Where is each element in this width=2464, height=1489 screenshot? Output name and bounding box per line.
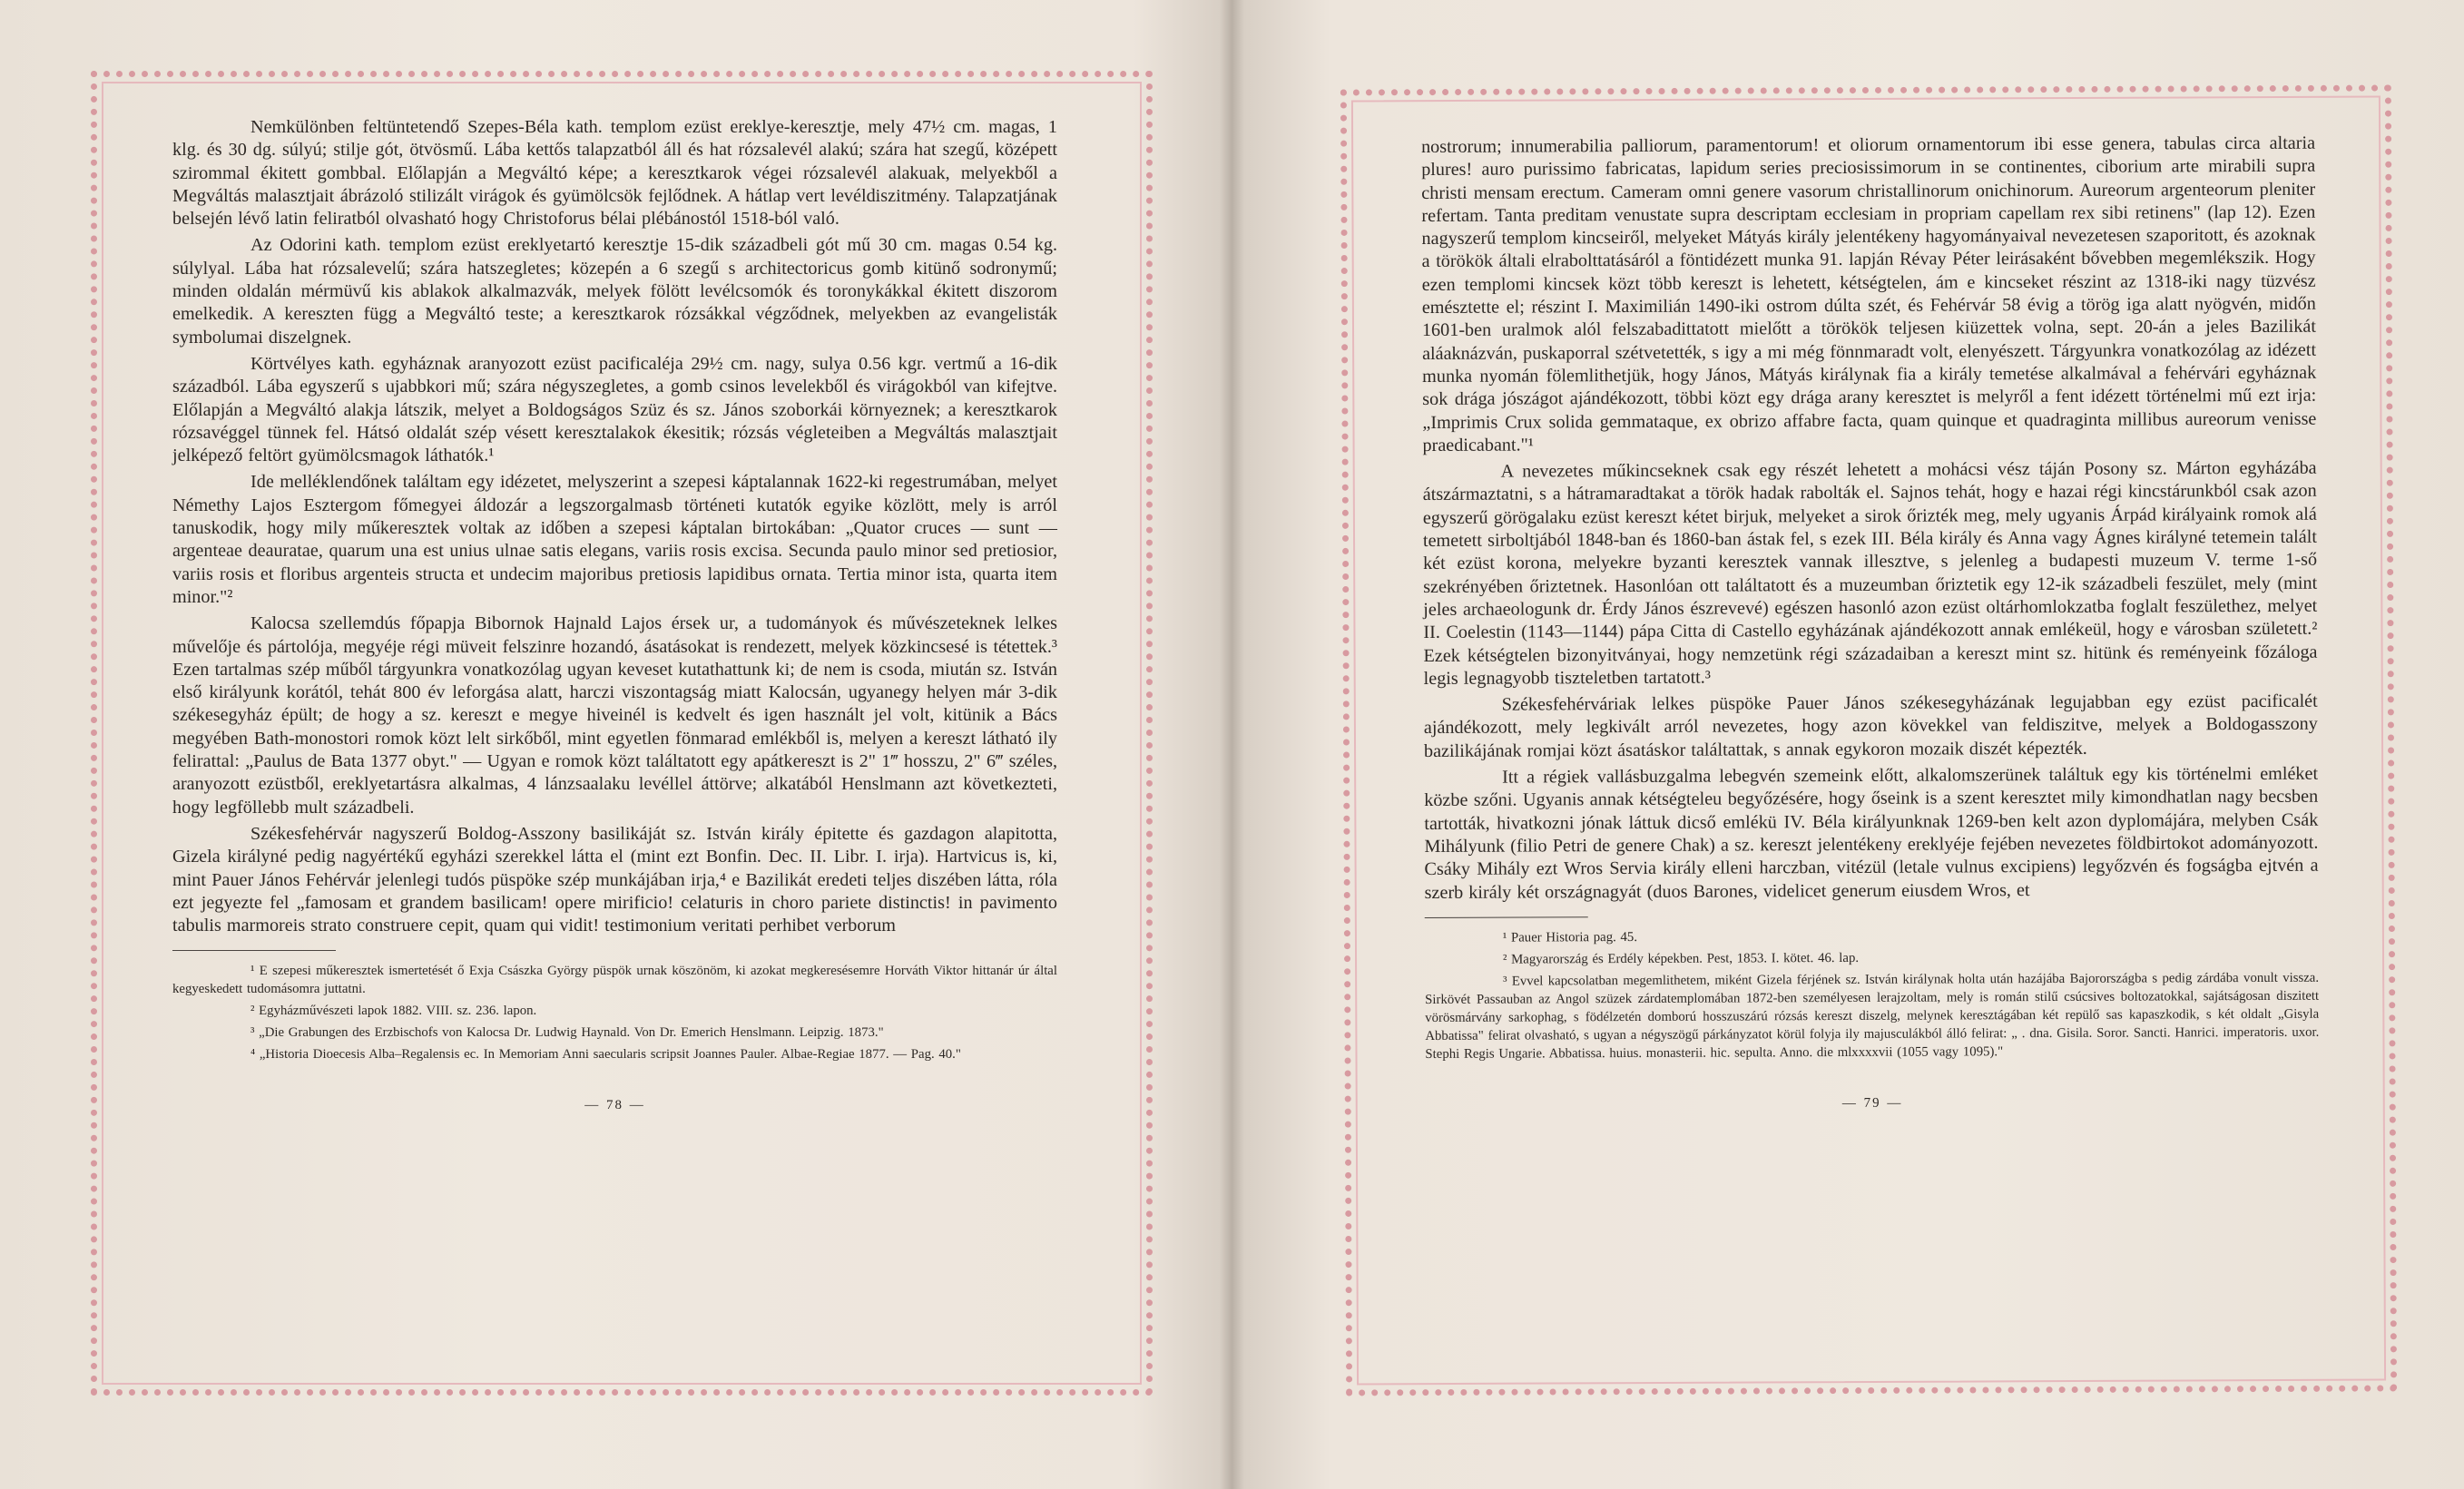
footnote: ¹ E szepesi műkeresztek ismertetését ő Exja Császka György püspök urnak köszönöm, ki azokat megkeresésemre Horváth Viktor hittanár úr által kegyeskedett tudomásomra juttatni. (172, 964, 1057, 997)
footnote-rule (1425, 916, 1588, 918)
paragraph: Itt a régiek vallásbuzgalma lebegvén szemeink előtt, alkalomszerünek találtuk egy kis történelmi emléket közbe szőni. Ugyanis annak kétségteleu begyőzésére, hogy őseink is a szent keresztet mily kimondhatlan nagy becsben tartották, hivatkozni jónak láttuk dicső emlékü IV. Béla királyunknak 1269-ben kelt azon dyplomájára, melyben Csák Mihályunk (filio Petri de genere Chak) a sz. kereszt jelentékeny ereklyéje fejében nevezetes földbirtokot adományozott. Csáky Mihály ezt Wros Servia király elleni harczban, vitézül (letale vulnus excipiens) legyőzvén és fogságba ejtvén a szerb király két országnagyát (duos Barones, videlicet generum eiusdem Wros, et (1424, 763, 2319, 903)
footnote: ³ „Die Grabungen des Erzbischofs von Kalocsa Dr. Ludwig Haynald. Von Dr. Emerich Henslmann. Leipzig. 1873." (250, 1025, 884, 1041)
footnote: ³ Evvel kapcsolatban megemlithetem, miként Gizela férjének sz. István királynak holta után hazájába Bajorországba s pedig zárdába vonult vissza. Sirkövét Passauban az Angol szüzek zárdatemplomában 1872-ben személyesen lerajzoltam, mely is román stilű csúcsives boltozatokkal, sajátságosan diszitett vörösmárvány sarkophag, s födélzetén domború hosszuszárú rózsás kereszt diszelg, melynek keresztágában két repülő sas kapaszkodik, s két oldalt „Gisyla Abbatissa" felirat olvasható, s ugyan a négyszögű párkányzatot körül folyja ily majusculákból álló felirat: „ . dna. Gisila. Soror. Sancti. Hanrici. imperatoris. uxor. Stephi Regis Ungarie. Abbatissa. huius. monasterii. hic. sepulta. Anno. die mlxxxxvii (1055 vagy 1095)." (1425, 970, 2320, 1062)
paragraph: nostrorum; innumerabilia palliorum, paramentorum! et oliorum ornamentorum ibi esse genera, tabulas circa altaria plures! auro purissimo fabricatas, lapidum series preciosissimorum in se continentes, ciborium arte mirabili supra christi mensam erectum. Cameram omni genere vasorum christallinorum onichinorum. Aureorum argenteorum pleniter refertam. Tanta preditam venustate supra descriptam ecclesiam in propriam capellam rex sibi retinens" (lap 12). Ezen nagyszerű templom kincseiről, melyeket Mátyás király jelentékeny hagyományaival nevezetesen szaporitott, és azoknak a törökök általi elrabolttatásáról a föntidézett munka 91. lapján Révay Péter leirásaként bővebben megemlékszik. Hogy ezen templomi kincsek közt több kereszt is lehetett, kétségtelen, ám e kincseket részint az 1318-iki nagy tüzvész emésztette el; részint I. Maximilián 1490-iki ostrom dúlta szét, és Fehérvár 58 évig a törög iga alatt nyögvén, midőn 1601-ben uralmok alól felszabadittatott mielőtt a törökök teljesen kiüzettek volna, sept. 20-án a jeles Bazilikát aláaknázván, puskaporral szétvetették, s igy a mi még fönnmaradt volt, elenyészett. Tárgyunkra vonatkozólag az idézett munka nyomán fölemlithetjük, hogy János, Mátyás királynak fia a király temetése alkalmával a fehérvári egyháznak sok drága jószágot ajándékozott, többi közt egy drága arany keresztet is melyről a fent idézett történelmi mű ezt irja: „Imprimis Crux solida gemmataque, ex obrizo affabre facta, quam quinque et quadraginta millibus aureorum venisse praedicabant."¹ (1421, 132, 2317, 456)
paragraph: Székesfehérvár nagyszerű Boldog-Asszony basilikáját sz. István király épitette és gazdagon alapitotta, Gizela királyné pedig nagyértékű egyházi szerekkel látta el (mint ezt Bonfin. Dec. II. Libr. I. irja). Hartvicus is, ki, mint Pauer János Fehérvár jelenlegi tudós püspöke szép munkájában irja,⁴ e Bazilikát eredeti teljes diszében látta, róla ezt jegyezte fel „famosam et grandem basilicam! opere mirificio! celaturis in choro pariete distinctis! in pavimento tabulis marmoreis strato construere cepit, quam qui vidit! testimonium veritati perhibet verborum (172, 823, 1057, 936)
paragraph: Székesfehérváriak lelkes püspöke Pauer János székesegyházának legujabban egy ezüst pacificalét ajándékozott, mely legkivált arról nevezetes, hogy azon kövekkel van feldiszitve, melyek a Boldogasszony bazilikájának romjai közt ásatáskor találtattak, s annak egykoron mozaik diszét képezték. (1423, 691, 2318, 761)
paragraph: Az Odorini kath. templom ezüst ereklyetartó keresztje 15-dik századbeli gót mű 30 cm. magas 0.54 kg. súlylyal. Lába hat rózsalevelű; szára hatszegletes; közepén a 6 szegű s architectoricus gomb kitünő sodronymű; minden oldalán mérmüvű kis ablakok alkalmazvák, melyek fölött levélcsomók és toronykákkal ékitett diszorom emelkedik. A kereszten függ a Megváltó teste; a keresztkarok rózsákkal végződnek, melyekben az evangelisták symbolumai diszelgnek. (172, 235, 1057, 348)
page-number: — 79 — (1841, 1095, 1903, 1111)
paragraph: Körtvélyes kath. egyháznak aranyozott ezüst pacificaléja 29½ cm. nagy, sulya 0.56 kgr. vertmű a 16-dik századból. Lába egyszerű s ujabbkori mű; szára négyszegletes, a gomb csinos levelekből és virágokból van kifejtve. Előlapján a Megváltó alakja látszik, melyet a Boldogságos Szüz és sz. János szoborkái környeznek; a keresztkarok rózsavéggel tünnek fel. Hátsó oldalát szép vésett keresztalakok ékesitik; rózsás végleteiben a Megváltás malasztjait jelképező feltört gyümölcsmagok láthatók.¹ (172, 353, 1057, 466)
footnote: ¹ Pauer Historia pag. 45. (1502, 929, 1638, 945)
paragraph: Ide melléklendőnek találtam egy idézetet, melyszerint a szepesi káptalannak 1622-ki regestrumában, melyet Némethy Lajos Esztergom főmegyei áldozár a legszorgalmasb történeti kutatók egyike közlött, mely is arról tanuskodik, hogy mily műkeresztek voltak az időben a szepesi káptalan birtokában: „Quator cruces — sunt — argenteae deauratae, quarum una est unius ulnae satis elegans, variis rosis excisa. Secunda paulo minor sed pretiosior, variis rosis et floribus argenteis structa et undecim majoribus pretiosis lapidibus ornata. Tertia minor ista, quarta item minor."² (172, 472, 1057, 607)
page-number: — 78 — (584, 1098, 645, 1113)
right-page-text (1421, 132, 2320, 1117)
footnote: ² Magyarország és Erdély képekben. Pest, 1853. I. kötet. 46. lap. (1502, 950, 1860, 967)
paragraph: A nevezetes műkincseknek csak egy részét lehetett a mohácsi vész táján Posony sz. Márton egyházába átszármaztatni, s a hátramaradtakat a török hadak rabolták el. Sajnos tehát, hogy e hazai régi kincstárunkból csak azon egyszerű görögalaku ezüst kereszt kétet birjuk, melyeket a sirok őrizték meg, mely ugyanis Árpád királyaink romok alá temetett sirboltjából 1848-ban és 1860-ban ástak fel, s ezek III. Béla király és Anna vagy Ágnes királyné tetemein talált két ezüst korona, melyekre byzanti keresztek vannak illesztve, s jelenleg a budapesti muzeum V. terme 1-ső szekrényében őriztetnek. Hasonlóan ott találtatott és a muzeumban őriztetik egy 12-ik századbeli feszület, mely (mint jeles archaeologunk dr. Érdy János észrevevé) egészen hasonló azon ezüst oltárhomlokzatba foglalt feszülethez, melyet II. Coelestin (1143—1144) pápa Citta di Castello egyházának ajándékozott annak emlékeül, hogy e városban született.² Ezek kétségtelen bizonyitványai, hogy nemzetünk régi századaiban a kereszt mint sz. hitünk és reményeink főzáloga legis legnagyobb tiszteletben tartatott.³ (1422, 457, 2318, 689)
footnote: ⁴ „Historia Dioecesis Alba–Regalensis ec. In Memoriam Anni saecularis scripsit Joannes Pauler. Albae-Regiae 1877. — Pag. 40." (250, 1047, 961, 1063)
paragraph: Nemkülönben feltüntetendő Szepes-Béla kath. templom ezüst ereklye-keresztje, mely 47½ cm. magas, 1 klg. és 30 dg. súlyú; stilje gót, ötvösmű. Lába kettős talapzatból áll és hat rózsalevél alakú; szára hat szegű, középett szirommal ékitett gombbal. Előlapján a Megváltó képe; a keresztkarok végei rózsalevél alakuak, melyekből a Megváltás malasztjait ábrázoló stilizált virágok és gyümölcsök fejlődnek. A hátlap vert levéldiszitmény. Talapzatjának belsején lévő latin feliratból olvasható hogy Christoforus bélai plébánostól 1518-ból való. (172, 117, 1057, 230)
left-page-text (172, 116, 1057, 1118)
footnote-rule (172, 950, 336, 951)
paragraph: Kalocsa szellemdús főpapja Bibornok Hajnald Lajos érsek ur, a tudományok és művészeteknek lelkes művelője és pártolója, megyéje régi müveit felszinre hozandó, ásatásokat is rendezett, melyek közkincsesé is tétettek.³ Ezen tartalmas szép műből tárgyunkra vonatkozólag ugyan keveset kutathattunk ki; de nem is csoda, miután sz. István első királyunk korától, tehát 800 év leforgása alatt, harczi viszontagság miatt Kalocsán, ugyanegy helyen már 3-dik székesegyház épült; de hogy a sz. kereszt e megye hiveinél is kedvelt és igen használt jel volt, kitünik a Bács megyében Bath-monostori romok közt lelt sirkőből, mint egyetlen fönmarad emlékből is, melyen a kereszt látható ily felirattal: „Paulus de Bata 1377 obyt." — Ugyan e romok közt találtatott egy apátkereszt is 2" 1‴ hosszu, 2" 6‴ széles, aranyozott ezüstből, ereklyetartásra alkalmas, 4 lánzsaalaku levéllel áttörve; alkatából Henslmann azt következteti, hogy legföllebb mult századbeli. (172, 613, 1057, 818)
right-page (1232, 0, 2464, 1489)
footnote: ² Egyházművészeti lapok 1882. VIII. sz. 236. lapon. (250, 1004, 537, 1019)
